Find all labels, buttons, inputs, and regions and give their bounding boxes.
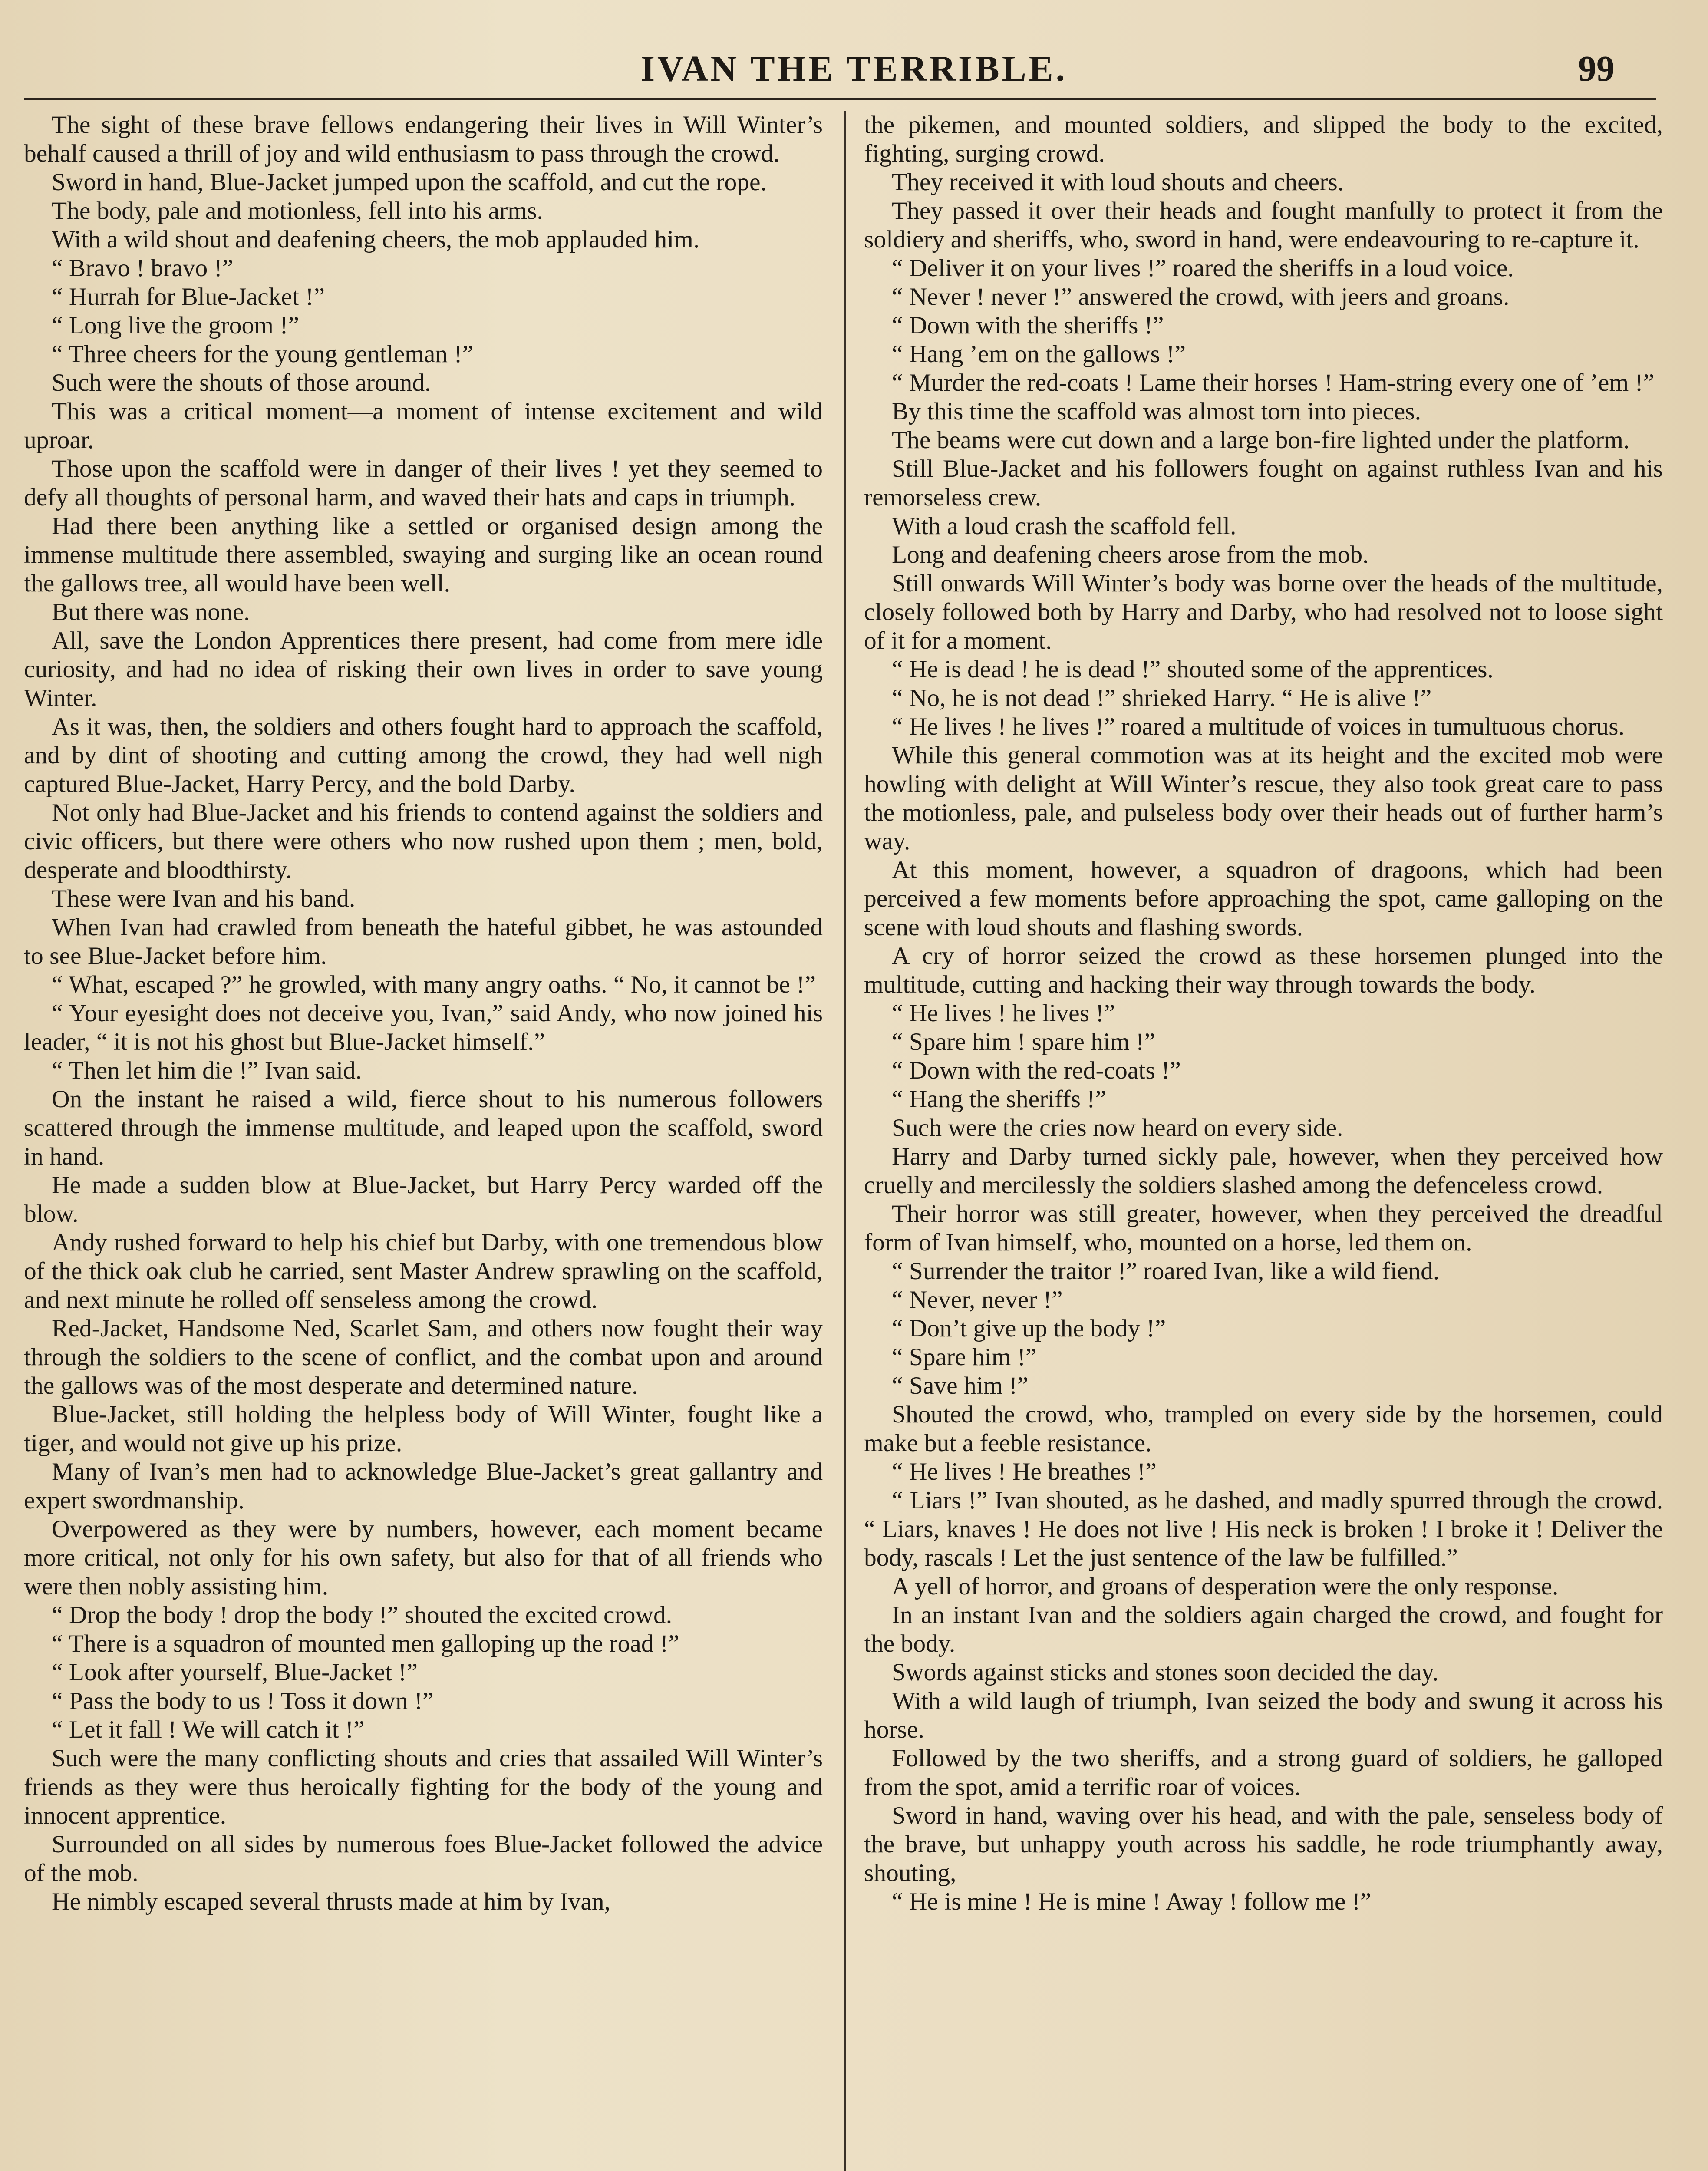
paragraph: Harry and Darby turned sickly pale, however, when they perceived how cruelly and mercilessly the soldiers slashed among the defenceless crowd. [864,1143,1663,1199]
paragraph: He made a sudden blow at Blue-Jacket, but Harry Percy warded off the blow. [24,1171,823,1227]
paragraph: “ He lives ! He breathes !” [892,1458,1157,1485]
paragraph: “ He lives ! he lives !” roared a multitude of voices in tumultuous chorus. [892,713,1625,740]
paragraph: Still Blue-Jacket and his followers fought on against ruthless Ivan and his remorseless crew. [864,455,1663,511]
paragraph: “ Hang ’em on the gallows !” [892,340,1186,368]
paragraph: But there was none. [52,598,250,626]
paragraph: “ He is dead ! he is dead !” shouted some of the apprentices. [892,656,1494,683]
paragraph: “ No, he is not dead !” shrieked Harry. “ He is alive !” [892,684,1432,712]
paragraph: “ Never ! never !” answered the crowd, with jeers and groans. [892,283,1510,310]
paragraph: “ There is a squadron of mounted men galloping up the road !” [52,1630,679,1657]
right-column [864,111,1663,2171]
paragraph: With a wild shout and deafening cheers, the mob applauded him. [52,226,700,253]
paragraph: “ Down with the red-coats !” [892,1057,1181,1084]
paragraph: As it was, then, the soldiers and others fought hard to approach the scaffold, and by dint of shooting and cutting among the crowd, they had well nigh captured Blue-Jacket, Harry Percy, and the bold Darby. [24,713,823,798]
paragraph: With a wild laugh of triumph, Ivan seized the body and swung it across his horse. [864,1687,1663,1743]
paragraph: With a loud crash the scaffold fell. [892,512,1236,540]
paragraph: Shouted the crowd, who, trampled on every side by the horsemen, could make but a feeble resistance. [864,1401,1663,1457]
paragraph: Those upon the scaffold were in danger of their lives ! yet they seemed to defy all thoughts of personal harm, and waved their hats and caps in triumph. [24,455,823,511]
paragraph: All, save the London Apprentices there present, had come from mere idle curiosity, and had no idea of risking their own lives in order to save young Winter. [24,627,823,712]
paragraph: Still onwards Will Winter’s body was borne over the heads of the multitude, closely followed both by Harry and Darby, who had resolved not to loose sight of it for a moment. [864,570,1663,654]
paragraph: “ Deliver it on your lives !” roared the sheriffs in a loud voice. [892,254,1514,282]
paragraph: the pikemen, and mounted soldiers, and slipped the body to the excited, fighting, surging crowd. [864,111,1663,167]
paragraph: “ Let it fall ! We will catch it !” [52,1716,365,1743]
page-header [0,43,1708,100]
paragraph: “ Down with the sheriffs !” [892,312,1164,339]
page-title: IVAN THE TERRIBLE. [640,49,1068,89]
paragraph: “ He lives ! he lives !” [892,1000,1115,1027]
paragraph: These were Ivan and his band. [52,885,356,912]
paragraph: While this general commotion was at its height and the excited mob were howling with delight at Will Winter’s rescue, they also took great care to pass the motionless, pale, and pulseless body over their heads out of further harm’s way. [864,742,1663,855]
paragraph: “ Murder the red-coats ! Lame their horses ! Ham-string every one of ’em !” [892,369,1655,396]
paragraph: The sight of these brave fellows endangering their lives in Will Winter’s behalf caused a thrill of joy and wild enthusiasm to pass through the crowd. [24,111,823,167]
paragraph: By this time the scaffold was almost torn into pieces. [892,398,1421,425]
paragraph: Followed by the two sheriffs, and a strong guard of soldiers, he galloped from the spot, amid a terrific roar of voices. [864,1745,1663,1801]
paragraph: “ Spare him ! spare him !” [892,1028,1155,1056]
paragraph: “ Never, never !” [892,1286,1063,1313]
paragraph: “ Hang the sheriffs !” [892,1086,1106,1113]
header-rule [24,98,1656,100]
paragraph: They received it with loud shouts and cheers. [892,168,1344,196]
page-number: 99 [1578,49,1615,89]
paragraph: Such were the cries now heard on every side. [892,1114,1343,1142]
paragraph: “ Your eyesight does not deceive you, Ivan,” said Andy, who now joined his leader, “ it is not his ghost but Blue-Jacket himself.” [24,1000,823,1056]
paragraph: On the instant he raised a wild, fierce shout to his numerous followers scattered through the immense multitude, and leaped upon the scaffold, sword in hand. [24,1086,823,1170]
paragraph: Had there been anything like a settled or organised design among the immense multitude there assembled, swaying and surging like an ocean round the gallows tree, all would have been well. [24,512,823,597]
paragraph: At this moment, however, a squadron of dragoons, which had been perceived a few moments before approaching the spot, came galloping on the scene with loud shouts and flashing swords. [864,856,1663,941]
paragraph: “ Look after yourself, Blue-Jacket !” [52,1659,418,1686]
paragraph: “ Save him !” [892,1372,1029,1399]
paragraph: Long and deafening cheers arose from the mob. [892,541,1369,568]
paragraph: “ Don’t give up the body !” [892,1315,1166,1342]
paragraph: Swords against sticks and stones soon decided the day. [892,1659,1439,1686]
paragraph: Surrounded on all sides by numerous foes Blue-Jacket followed the advice of the mob. [24,1831,823,1887]
paragraph: The beams were cut down and a large bon-fire lighted under the platform. [892,426,1630,454]
paragraph: “ Drop the body ! drop the body !” shouted the excited crowd. [52,1601,673,1629]
paragraph: In an instant Ivan and the soldiers again charged the crowd, and fought for the body. [864,1601,1663,1657]
paragraph: “ What, escaped ?” he growled, with many angry oaths. “ No, it cannot be !” [52,971,816,998]
paragraph: “ Then let him die !” Ivan said. [52,1057,362,1084]
paragraph: This was a critical moment—a moment of intense excitement and wild uproar. [24,398,823,454]
paragraph: “ Bravo ! bravo !” [52,254,234,282]
paragraph: “ Three cheers for the young gentleman !” [52,340,474,368]
paragraph: He nimbly escaped several thrusts made at him by Ivan, [52,1888,610,1915]
paragraph: “ Pass the body to us ! Toss it down !” [52,1687,434,1715]
paragraph: Sword in hand, Blue-Jacket jumped upon the scaffold, and cut the rope. [52,168,767,196]
paragraph: “ Liars !” Ivan shouted, as he dashed, and madly spurred through the crowd. “ Liars, knaves ! He does not live ! His neck is broken ! I broke it ! Deliver the body, rascals ! Let the just sentence of the law be fulfilled.” [864,1487,1663,1571]
paragraph: A yell of horror, and groans of desperation were the only response. [892,1573,1559,1600]
paragraph: “ He is mine ! He is mine ! Away ! follow me !” [892,1888,1372,1915]
paragraph: Their horror was still greater, however, when they perceived the dreadful form of Ivan himself, who, mounted on a horse, led them on. [864,1200,1663,1256]
column-divider [844,111,846,2171]
paragraph: The body, pale and motionless, fell into his arms. [52,197,543,224]
paragraph: They passed it over their heads and fought manfully to protect it from the soldiery and sheriffs, who, sword in hand, were endeavouring to re-capture it. [864,197,1663,253]
paragraph: “ Hurrah for Blue-Jacket !” [52,283,325,310]
paragraph: Many of Ivan’s men had to acknowledge Blue-Jacket’s great gallantry and expert swordmanship. [24,1458,823,1514]
paragraph: “ Long live the groom !” [52,312,300,339]
paragraph: Not only had Blue-Jacket and his friends to contend against the soldiers and civic officers, but there were others who now rushed upon them ; men, bold, desperate and bloodthirsty. [24,799,823,884]
paragraph: A cry of horror seized the crowd as these horsemen plunged into the multitude, cutting and hacking their way through towards the body. [864,942,1663,998]
left-column [24,111,823,2171]
paragraph: Blue-Jacket, still holding the helpless body of Will Winter, fought like a tiger, and would not give up his prize. [24,1401,823,1457]
paragraph: When Ivan had crawled from beneath the hateful gibbet, he was astounded to see Blue-Jacket before him. [24,914,823,970]
paragraph: Such were the many conflicting shouts and cries that assailed Will Winter’s friends as they were thus heroically fighting for the body of the young and innocent apprentice. [24,1745,823,1829]
paragraph: “ Spare him !” [892,1343,1037,1371]
paragraph: Andy rushed forward to help his chief but Darby, with one tremendous blow of the thick oak club he carried, sent Master Andrew sprawling on the scaffold, and next minute he rolled off senseless among the crowd. [24,1229,823,1313]
paragraph: Red-Jacket, Handsome Ned, Scarlet Sam, and others now fought their way through the soldiers to the scene of conflict, and the combat upon and around the gallows was of the most desperate and determined nature. [24,1315,823,1399]
paragraph: Such were the shouts of those around. [52,369,431,396]
paragraph: Sword in hand, waving over his head, and with the pale, senseless body of the brave, but unhappy youth across his saddle, he rode triumphantly away, shouting, [864,1802,1663,1887]
paragraph: “ Surrender the traitor !” roared Ivan, like a wild fiend. [892,1257,1440,1285]
paragraph: Overpowered as they were by numbers, however, each moment became more critical, not only for his own safety, but also for that of all friends who were then nobly assisting him. [24,1515,823,1600]
